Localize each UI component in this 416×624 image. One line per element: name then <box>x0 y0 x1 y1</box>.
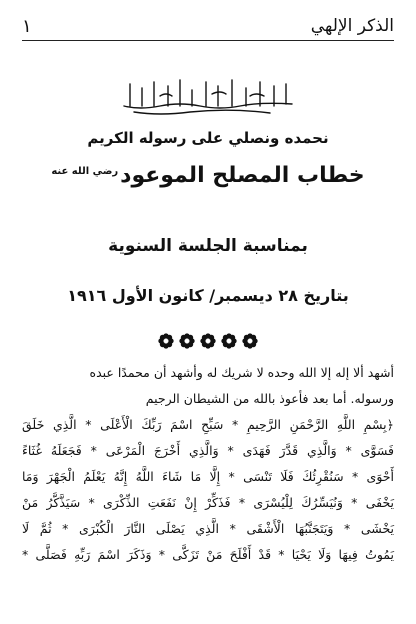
quran-line: فَسَوَّى * وَالَّذِي قَدَّرَ فَهَدَى * وَالَّذِي أَخْرَجَ الْمَرْعَى * فَجَعَلَهُ غُثَاءً <box>22 443 394 458</box>
paragraph-shahada: أشهد ألا إله إلا الله وحده لا شريك له وأشهد أن محمدًا عبده <box>89 365 394 380</box>
flower-ornament-icon <box>220 332 238 350</box>
paragraph-taawwudh: ورسوله. أما بعد فأعوذ بالله من الشيطان الرجيم <box>145 391 394 406</box>
running-header-title: الذكر الإلهي <box>310 16 394 36</box>
quran-line: يَخْشَى * وَيَتَجَنَّبُهَا الْأَشْقَى * الَّذِي يَصْلَى النَّارَ الْكُبْرَى * ثُمَّ لَا <box>22 521 394 536</box>
quran-line: يَمُوتُ فِيهَا وَلَا يَحْيَا * قَدْ أَفْلَحَ مَنْ تَزَكَّى * وَذَكَرَ اسْمَ رَبِّهِ فَصَلَّى * <box>22 547 394 562</box>
flower-ornament-icon <box>199 332 217 350</box>
honorific-ligature: رضي الله عنه <box>51 165 119 177</box>
date-line: بتاريخ ٢٨ ديسمبر/ كانون الأول ١٩١٦ <box>67 286 349 305</box>
flower-ornament-icon <box>157 332 175 350</box>
flower-ornament-icon <box>178 332 196 350</box>
quran-line: أَحْوَى * سَنُقْرِئُكَ فَلَا تَنْسَى * إِلَّا مَا شَاءَ اللَّهُ إِنَّهُ يَعْلَمُ الْجَهْرَ وَمَا <box>22 469 394 484</box>
page-number: ١ <box>22 16 32 37</box>
basmala-calligraphy <box>120 76 296 116</box>
ornament-divider <box>0 332 416 350</box>
quran-passage <box>22 412 394 568</box>
flower-ornament-icon <box>241 332 259 350</box>
speech-title <box>20 163 396 188</box>
speech-title-text: خطاب المصلح الموعود <box>120 163 365 188</box>
occasion-line: بمناسبة الجلسة السنوية <box>108 236 308 256</box>
praise-line: نحمده ونصلي على رسوله الكريم <box>87 129 329 147</box>
quran-line: ﴿بِسْمِ اللَّهِ الرَّحْمَنِ الرَّحِيمِ * سَبِّحِ اسْمَ رَبِّكَ الْأَعْلَى * الَّذِي خَلَقَ <box>22 417 394 432</box>
running-header <box>22 14 394 41</box>
quran-line: يَخْفَى * وَنُيَسِّرُكَ لِلْيُسْرَى * فَذَكِّرْ إِنْ نَفَعَتِ الذِّكْرَى * سَيَذَّكَّرُ مَنْ <box>22 495 394 510</box>
